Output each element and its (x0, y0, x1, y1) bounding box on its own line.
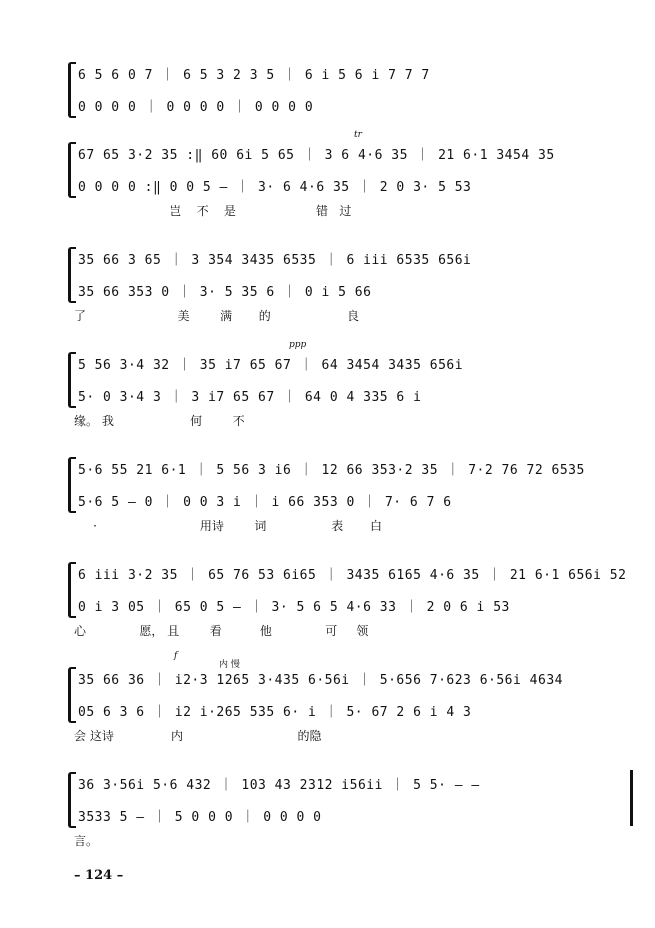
system-5 (74, 455, 636, 537)
lower-notes: 5·6 5 – 0 ｜ 0 0 3 i ｜ i 66 353 0 ｜ 7· 6 7 6 (78, 495, 452, 510)
lyrics-line: · 用诗 词 表 白 (74, 519, 382, 533)
upper-notes: 35 66 36 ｜ i2·3 1265 3·435 6·56i ｜ 5·656 7·623 6·56i 4634 (78, 673, 563, 688)
lower-notes: 05 6 3 6 ｜ i2 i·265 535 6· i ｜ 5· 67 2 6 i 4 3 (78, 705, 472, 720)
lower-staff (74, 386, 636, 406)
lyrics-line: 岂 不 是 错 过 (74, 204, 352, 218)
lyrics-line: 缘。 我 何 不 (74, 414, 245, 428)
upper-staff (74, 774, 636, 794)
system-1 (74, 60, 636, 120)
lyrics-line: 心 愿， 且 看 他 可 领 (74, 624, 369, 638)
final-barline (630, 770, 633, 826)
system-2 (74, 130, 636, 222)
lower-notes: 3533 5 – ｜ 5 0 0 0 ｜ 0 0 0 0 (78, 810, 322, 825)
page-number: – 124 – (74, 868, 124, 883)
system-7 (74, 651, 636, 747)
lower-staff (74, 176, 636, 196)
lower-notes: 0 i 3 05 ｜ 65 0 5 – ｜ 3· 5 6 5 4·6 33 ｜ 2 0 6 i 53 (78, 600, 510, 615)
lower-staff (74, 596, 636, 616)
upper-notes: 5 56 3·4 32 ｜ 35 i7 65 67 ｜ 64 3454 3435 656i (78, 358, 464, 373)
system-8 (74, 770, 636, 852)
tempo-mark: 内 慢 (219, 660, 240, 670)
trill-mark: tr (354, 130, 362, 140)
lower-staff (74, 281, 636, 301)
upper-staff (74, 354, 636, 374)
upper-staff (74, 144, 636, 164)
upper-staff (74, 669, 636, 689)
lower-staff (74, 701, 636, 721)
system-3 (74, 245, 636, 327)
lower-notes: 0 0 0 0 ｜ 0 0 0 0 ｜ 0 0 0 0 (78, 100, 314, 115)
lyrics-line: 言。 (74, 834, 99, 848)
lower-notes: 35 66 353 0 ｜ 3· 5 35 6 ｜ 0 i 5 66 (78, 285, 372, 300)
lyrics-line: 了 美 满 的 良 (74, 309, 360, 323)
upper-staff (74, 564, 636, 584)
upper-staff (74, 64, 636, 84)
upper-staff (74, 459, 636, 479)
lower-staff (74, 96, 636, 116)
upper-notes: 6 5 6 0 7 ｜ 6 5 3 2 3 5 ｜ 6 i 5 6 i 7 7 7 (78, 68, 430, 83)
upper-notes: 36 3·56i 5·6 432 ｜ 103 43 2312 i56ii ｜ 5 5· – – (78, 778, 480, 793)
lyrics-line: 会 这诗 内 的隐 (74, 729, 322, 743)
system-4 (74, 340, 636, 432)
upper-notes: 6 iii 3·2 35 ｜ 65 76 53 6i65 ｜ 3435 6165 4·6 35 ｜ 21 6·1 656i 52 (78, 568, 627, 583)
upper-notes: 35 66 3 65 ｜ 3 354 3435 6535 ｜ 6 iii 6535 656i (78, 253, 472, 268)
dynamic-f: f (174, 651, 178, 661)
system-6 (74, 560, 636, 642)
upper-notes: 5·6 55 21 6·1 ｜ 5 56 3 i6 ｜ 12 66 353·2 35 ｜ 7·2 76 72 6535 (78, 463, 585, 478)
upper-staff (74, 249, 636, 269)
lower-staff (74, 806, 636, 826)
lower-notes: 5· 0 3·4 3 ｜ 3 i7 65 67 ｜ 64 0 4 335 6 i (78, 390, 422, 405)
upper-notes: 67 65 3·2 35 :‖ 60 6i 5 65 ｜ 3 6 4·6 35 ｜ 21 6·1 3454 35 (78, 148, 555, 163)
dynamic-ppp: ppp (289, 340, 307, 350)
lower-notes: 0 0 0 0 :‖ 0 0 5 – ｜ 3· 6 4·6 35 ｜ 2 0 3· 5 53 (78, 180, 472, 195)
lower-staff (74, 491, 636, 511)
